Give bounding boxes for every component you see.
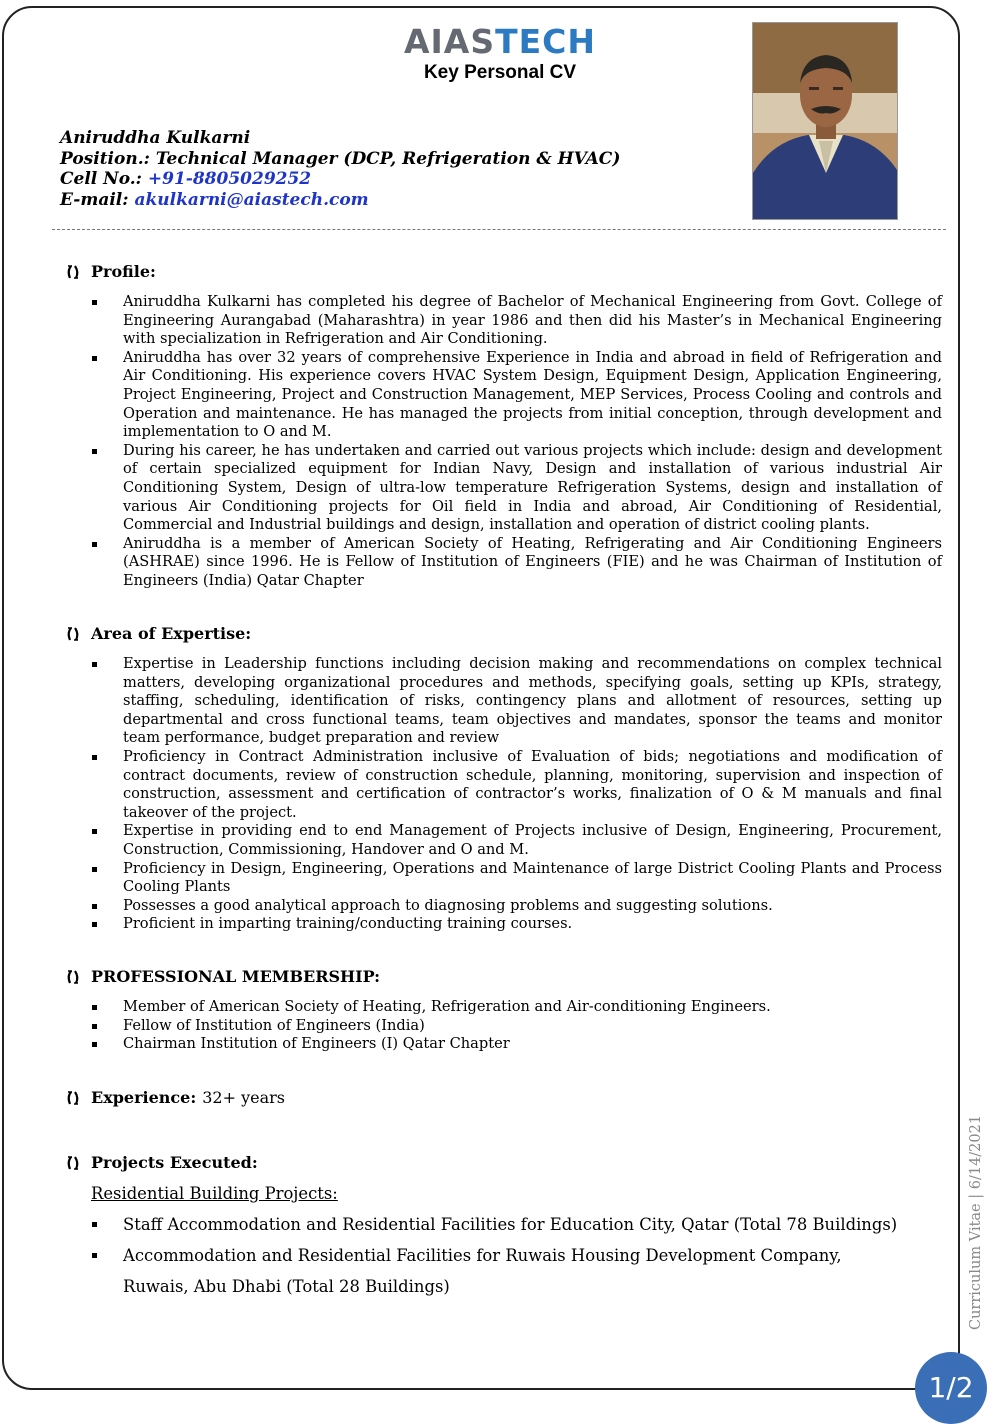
experience-heading: Experience: 32+ years [64, 1088, 285, 1108]
membership-list [90, 998, 942, 1054]
company-logo: AIASTECH [403, 22, 596, 61]
list-item: Member of American Society of Heating, Refrigeration and Air-conditioning Engineers. [90, 998, 942, 1017]
membership-heading: PROFESSIONAL MEMBERSHIP: [64, 967, 380, 987]
cell-line: Cell No.: +91-8805029252 [60, 169, 312, 189]
expertise-list [90, 655, 942, 934]
section-bullet-icon [64, 263, 82, 281]
list-item: Chairman Institution of Engineers (I) Qatar Chapter [90, 1035, 942, 1054]
experience-value: 32+ years [202, 1088, 286, 1107]
profile-heading: Profile: [64, 262, 156, 282]
phone-link[interactable]: +91-8805029252 [147, 169, 312, 189]
page-number-badge: 1/2 [915, 1352, 987, 1424]
projects-list [90, 1209, 910, 1302]
list-item: Accommodation and Residential Facilities for Ruwais Housing Development Company, Ruwais, Abu Dhabi (Total 28 Buildings) [90, 1240, 910, 1302]
position-line: Position.: Technical Manager (DCP, Refrigeration & HVAC) [60, 148, 621, 169]
candidate-name: Aniruddha Kulkarni [60, 128, 251, 148]
header-divider [52, 229, 946, 230]
expertise-heading: Area of Expertise: [64, 624, 251, 644]
document-subtitle: Key Personal CV [423, 62, 577, 83]
residential-projects-subheading: Residential Building Projects: [91, 1184, 338, 1203]
list-item: Possesses a good analytical approach to diagnosing problems and suggesting solutions. [90, 897, 942, 916]
list-item: Proficiency in Contract Administration inclusive of Evaluation of bids; negotiations and modification of contract documents, review of construction schedule, planning, monitoring, supervision and inspection of construction, assessment and certification of contractor’s works, finalization of O & M manuals and final takeover of the project. [90, 748, 942, 822]
list-item: Fellow of Institution of Engineers (India) [90, 1017, 942, 1036]
list-item: Aniruddha has over 32 years of comprehensive Experience in India and abroad in field of Refrigeration and Air Conditioning. His experience covers HVAC System Design, Equipment Design, Application Engineering, Project Engineering, Project and Construction Management, MEP Services, Process Cooling and controls and Operation and maintenance. He has managed the projects from initial conception, through development and implementation to O and M. [90, 349, 942, 442]
section-bullet-icon [64, 968, 82, 986]
list-item: Aniruddha is a member of American Society of Heating, Refrigerating and Air Conditioning Engineers (ASHRAE) since 1996. He is Fellow of Institution of Engineers (FIE) and he was Chairman of Institution of Engineers (India) Qatar Chapter [90, 535, 942, 591]
list-item: Expertise in Leadership functions including decision making and recommendations on complex technical matters, developing organizational procedures and methods, specifying goals, setting up KPIs, strategy, staffing, scheduling, identification of risks, contingency plans and allotment of resources, setting up departmental and cross functional teams, team objectives and mandates, sponsor the teams and monitor team performance, budget preparation and review [90, 655, 942, 748]
list-item: Staff Accommodation and Residential Facilities for Education City, Qatar (Total 78 Buildings) [90, 1209, 910, 1240]
profile-photo [752, 22, 898, 220]
section-bullet-icon [64, 1154, 82, 1172]
list-item: Aniruddha Kulkarni has completed his degree of Bachelor of Mechanical Engineering from Govt. College of Engineering Aurangabad (Maharashtra) in year 1986 and then did his Master’s in Mechanical Engineering with specialization in Refrigeration and Air Conditioning. [90, 293, 942, 349]
section-bullet-icon [64, 625, 82, 643]
sidebar-cv-date: Curriculum Vitae | 6/14/2021 [968, 1114, 984, 1330]
list-item: Proficiency in Design, Engineering, Operations and Maintenance of large District Cooling Plants and Process Cooling Plants [90, 860, 942, 897]
list-item: During his career, he has undertaken and carried out various projects which include: design and development of certain specialized equipment for Indian Navy, Design and installation of various industrial Air Conditioning System, Design of ultra-low temperature Refrigeration Systems, design and installation of various Air Conditioning projects for Oil field in India and abroad, Air Conditioning of Residential, Commercial and Industrial buildings and design, installation and operation of district cooling plants. [90, 442, 942, 535]
list-item: Proficient in imparting training/conducting training courses. [90, 915, 942, 934]
section-bullet-icon [64, 1089, 82, 1107]
email-line: E-mail: akulkarni@aiastech.com [60, 189, 369, 210]
profile-list [90, 293, 942, 591]
person-portrait-icon [753, 23, 898, 220]
email-link[interactable]: akulkarni@aiastech.com [134, 189, 369, 210]
contact-block [60, 128, 620, 210]
list-item: Expertise in providing end to end Management of Projects inclusive of Design, Engineering, Procurement, Construction, Commissioning, Handover and O and M. [90, 822, 942, 859]
projects-heading: Projects Executed: [64, 1153, 258, 1173]
position-value: Technical Manager (DCP, Refrigeration & HVAC) [155, 148, 621, 169]
